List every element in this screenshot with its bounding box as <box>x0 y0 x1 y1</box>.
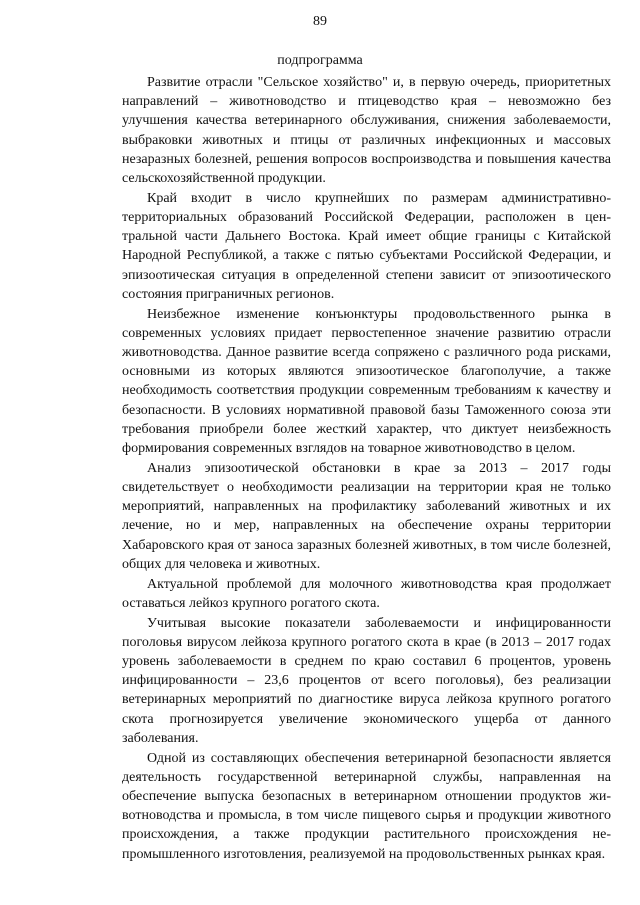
paragraph-4: Анализ эпизоотической обстановки в крае за 2013 – 2017 годы свидетельствует о необходимости реализации на территории края не только мероприятий, направленных на профилактику заболеваний животных и их лечение, но и мер, направленных на обеспечение охраны территории Хабаровского края от заноса заразных болезней животных, в том числе болезней, общих для человека и животных. <box>122 460 611 572</box>
page-number: 89 <box>313 14 327 29</box>
section-heading: подпрограмма <box>277 53 363 68</box>
paragraph-6: Учитывая высокие показатели заболеваемости и инфицированности поголовья вирусом лейкоза крупного рогатого скота в крае (в 2013 – 2017 годах уровень заболеваемости в среднем по краю составил 6 процентов, уровень инфицированности – 23,6 процентов от всего поголовья), без реализации ветеринарных мероприятий по диагностике вируса лейкоза крупного рогатого скота прогнозируется увеличение экономического ущерба от данного заболевания. <box>122 615 611 746</box>
document-body <box>122 73 611 864</box>
paragraph-5: Актуальной проблемой для молочного животноводства края продолжает оставаться лейкоз крупного рогатого скота. <box>122 576 611 611</box>
paragraph-1: Развитие отрасли "Сельское хозяйство" и, в первую очередь, приоритетных направлений – животноводство и птицеводство края – невозможно без улучшения качества ветеринарного обслуживания, снижения заболеваемости, выбраковки животных и птицы от различных инфекционных и массовых незаразных болезней, решения вопросов воспроизводства и повышения качества сельскохозяйственной продукции. <box>122 75 611 187</box>
paragraph-2: Край входит в число крупнейших по размерам административно-территориальных образований Российской Федерации, расположен в центральной части Дальнего Востока. Край имеет общие границы с Китайской Народной Республикой, а также с пятью субъектами Российской Федерации, и эпизоотическая ситуация в определенной степени зависит от эпизоотического состояния приграничных регионов. <box>122 190 611 302</box>
paragraph-7: Одной из составляющих обеспечения ветеринарной безопасности является деятельность государственной ветеринарной службы, направленная на обеспечение выпуска безопасных в ветеринарном отношении продуктов животноводства и промысла, в том числе пищевого сырья и продукции животного происхождения, а также продукции растительного происхождения непромышленного изготовления, реализуемой на продовольственных рынках края. <box>122 750 611 862</box>
paragraph-3: Неизбежное изменение конъюнктуры продовольственного рынка в современных условиях придает первостепенное значение развитию отрасли животноводства. Данное развитие всегда сопряжено с различного рода рисками, основными из которых являются эпизоотическое благополучие, а также необходимость соответствия продукции современным требованиям к качеству и безопасности. В условиях нормативной правовой базы Таможенного союза эти требования приобрели более жесткий характер, что диктует неизбежность формирования современных взглядов на товарное животноводство в целом. <box>122 306 611 457</box>
